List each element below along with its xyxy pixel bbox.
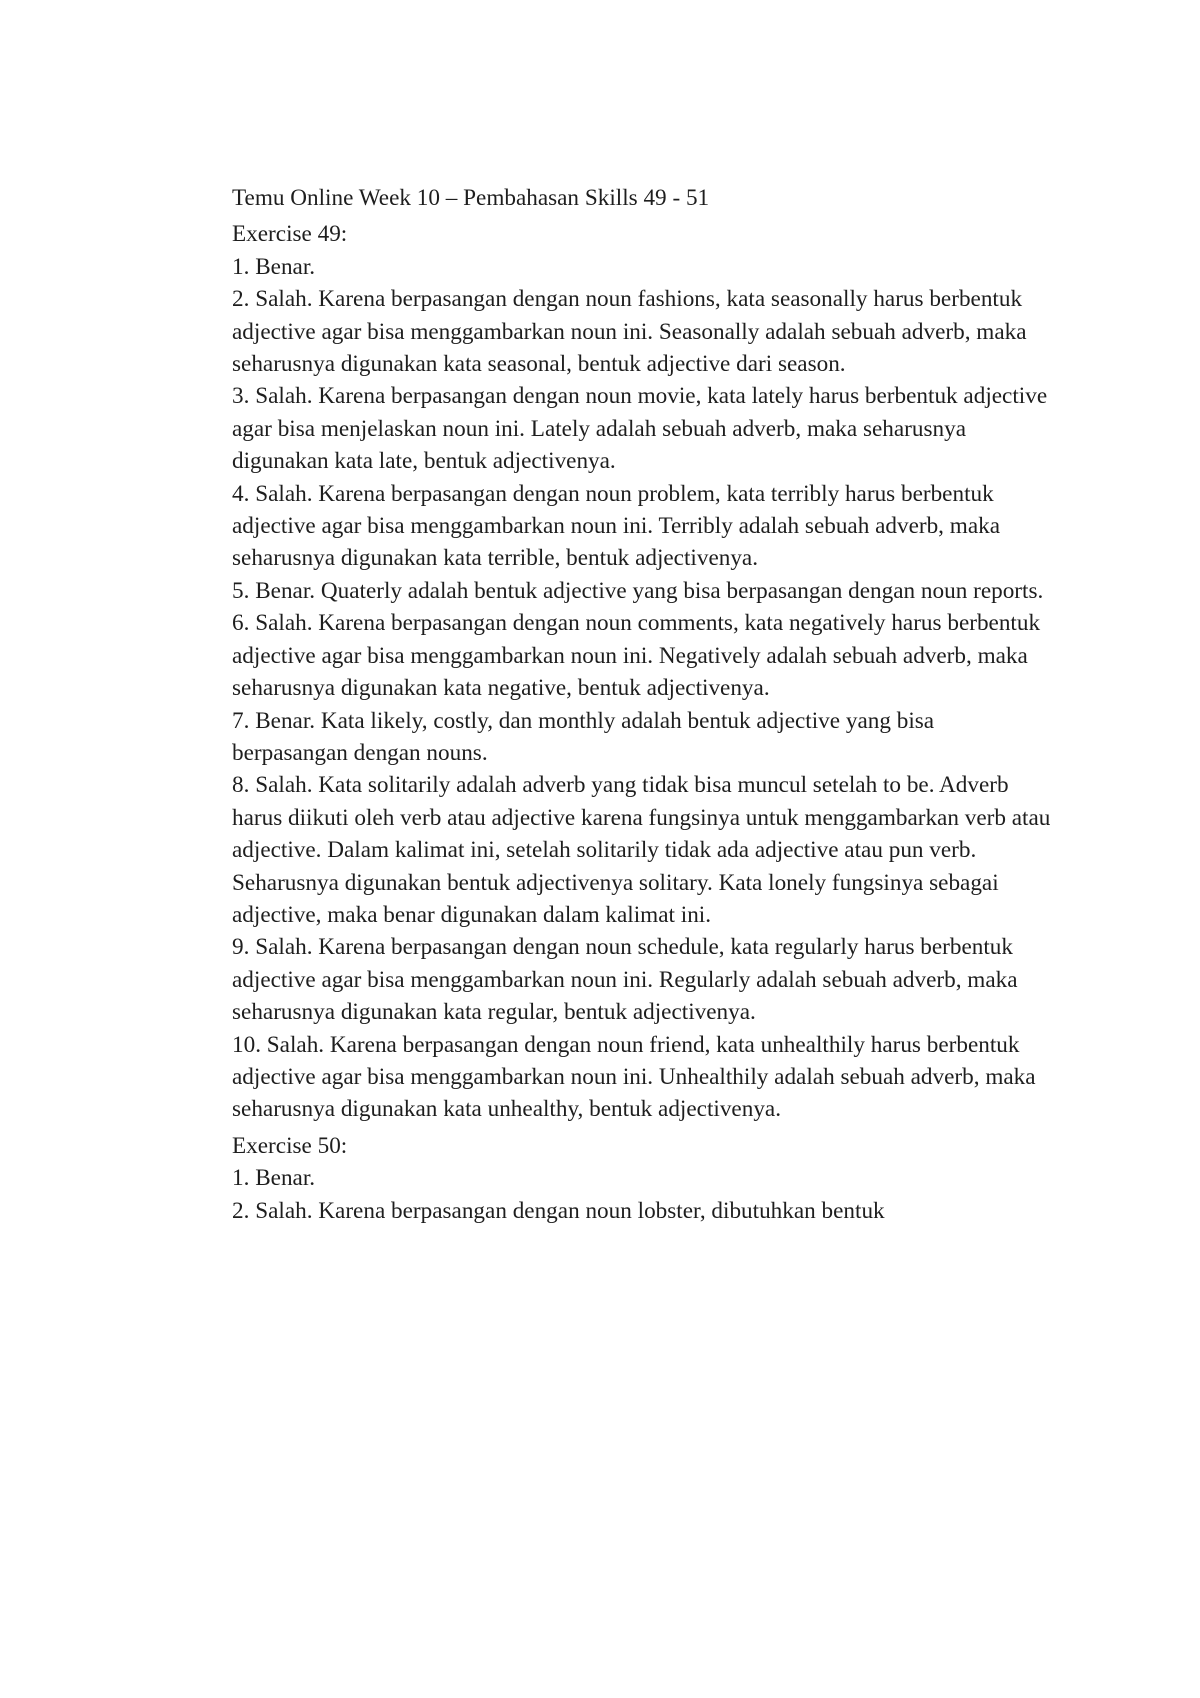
answer-item: 8. Salah. Kata solitarily adalah adverb yang tidak bisa muncul setelah to be. Adverb harus diikuti oleh verb atau adjective karena fungsinya untuk menggambarkan verb atau adjective. Dalam kalimat ini, setelah solitarily tidak ada adjective atau pun verb. Seharusnya digunakan bentuk adjectivenya solitary. Kata lonely fungsinya sebagai adjective, maka benar digunakan dalam kalimat ini. [232,772,1051,928]
answer-item: 5. Benar. Quaterly adalah bentuk adjective yang bisa berpasangan dengan noun reports. [232,577,1044,604]
exercise-50-section [232,1130,1052,1227]
answer-item: 3. Salah. Karena berpasangan dengan noun movie, kata lately harus berbentuk adjective agar bisa menjelaskan noun ini. Lately adalah sebuah adverb, maka seharusnya digunakan kata late, bentuk adjectivenya. [232,383,1048,475]
answer-item: 4. Salah. Karena berpasangan dengan noun problem, kata terribly harus berbentuk adjective agar bisa menggambarkan noun ini. Terribly adalah sebuah adverb, maka seharusnya digunakan kata terrible, bentuk adjectivenya. [232,480,1000,572]
answer-item: 2. Salah. Karena berpasangan dengan noun fashions, kata seasonally harus berbentuk adjective agar bisa menggambarkan noun ini. Seasonally adalah sebuah adverb, maka seharusnya digunakan kata seasonal, bentuk adjective dari season. [232,286,1027,378]
exercise-50-answer-list [232,1162,1052,1227]
answer-item: 1. Benar. [232,1165,316,1192]
answer-item: 7. Benar. Kata likely, costly, dan monthly adalah bentuk adjective yang bisa berpasangan dengan nouns. [232,707,935,766]
answer-item: 6. Salah. Karena berpasangan dengan noun comments, kata negatively harus berbentuk adjective agar bisa menggambarkan noun ini. Negatively adalah sebuah adverb, maka seharusnya digunakan kata negative, bentuk adjectivenya. [232,610,1041,702]
answer-item: 1. Benar. [232,253,316,280]
answer-item: 10. Salah. Karena berpasangan dengan noun friend, kata unhealthily harus berbentuk adjective agar bisa menggambarkan noun ini. Unhealthily adalah sebuah adverb, maka seharusnya digunakan kata unhealthy, bentuk adjectivenya. [232,1031,1036,1123]
answer-item: 2. Salah. Karena berpasangan dengan noun lobster, dibutuhkan bentuk [232,1197,885,1224]
document-body [232,182,1052,1231]
exercise-49-answer-list [232,251,1052,1126]
document-title: Temu Online Week 10 – Pembahasan Skills 49 - 51 [232,185,710,211]
exercise-49-heading: Exercise 49: [232,221,348,248]
exercise-50-heading: Exercise 50: [232,1132,348,1159]
exercise-49-section [232,218,1052,1125]
answer-item: 9. Salah. Karena berpasangan dengan noun schedule, kata regularly harus berbentuk adjective agar bisa menggambarkan noun ini. Regularly adalah sebuah adverb, maka seharusnya digunakan kata regular, bentuk adjectivenya. [232,934,1018,1026]
